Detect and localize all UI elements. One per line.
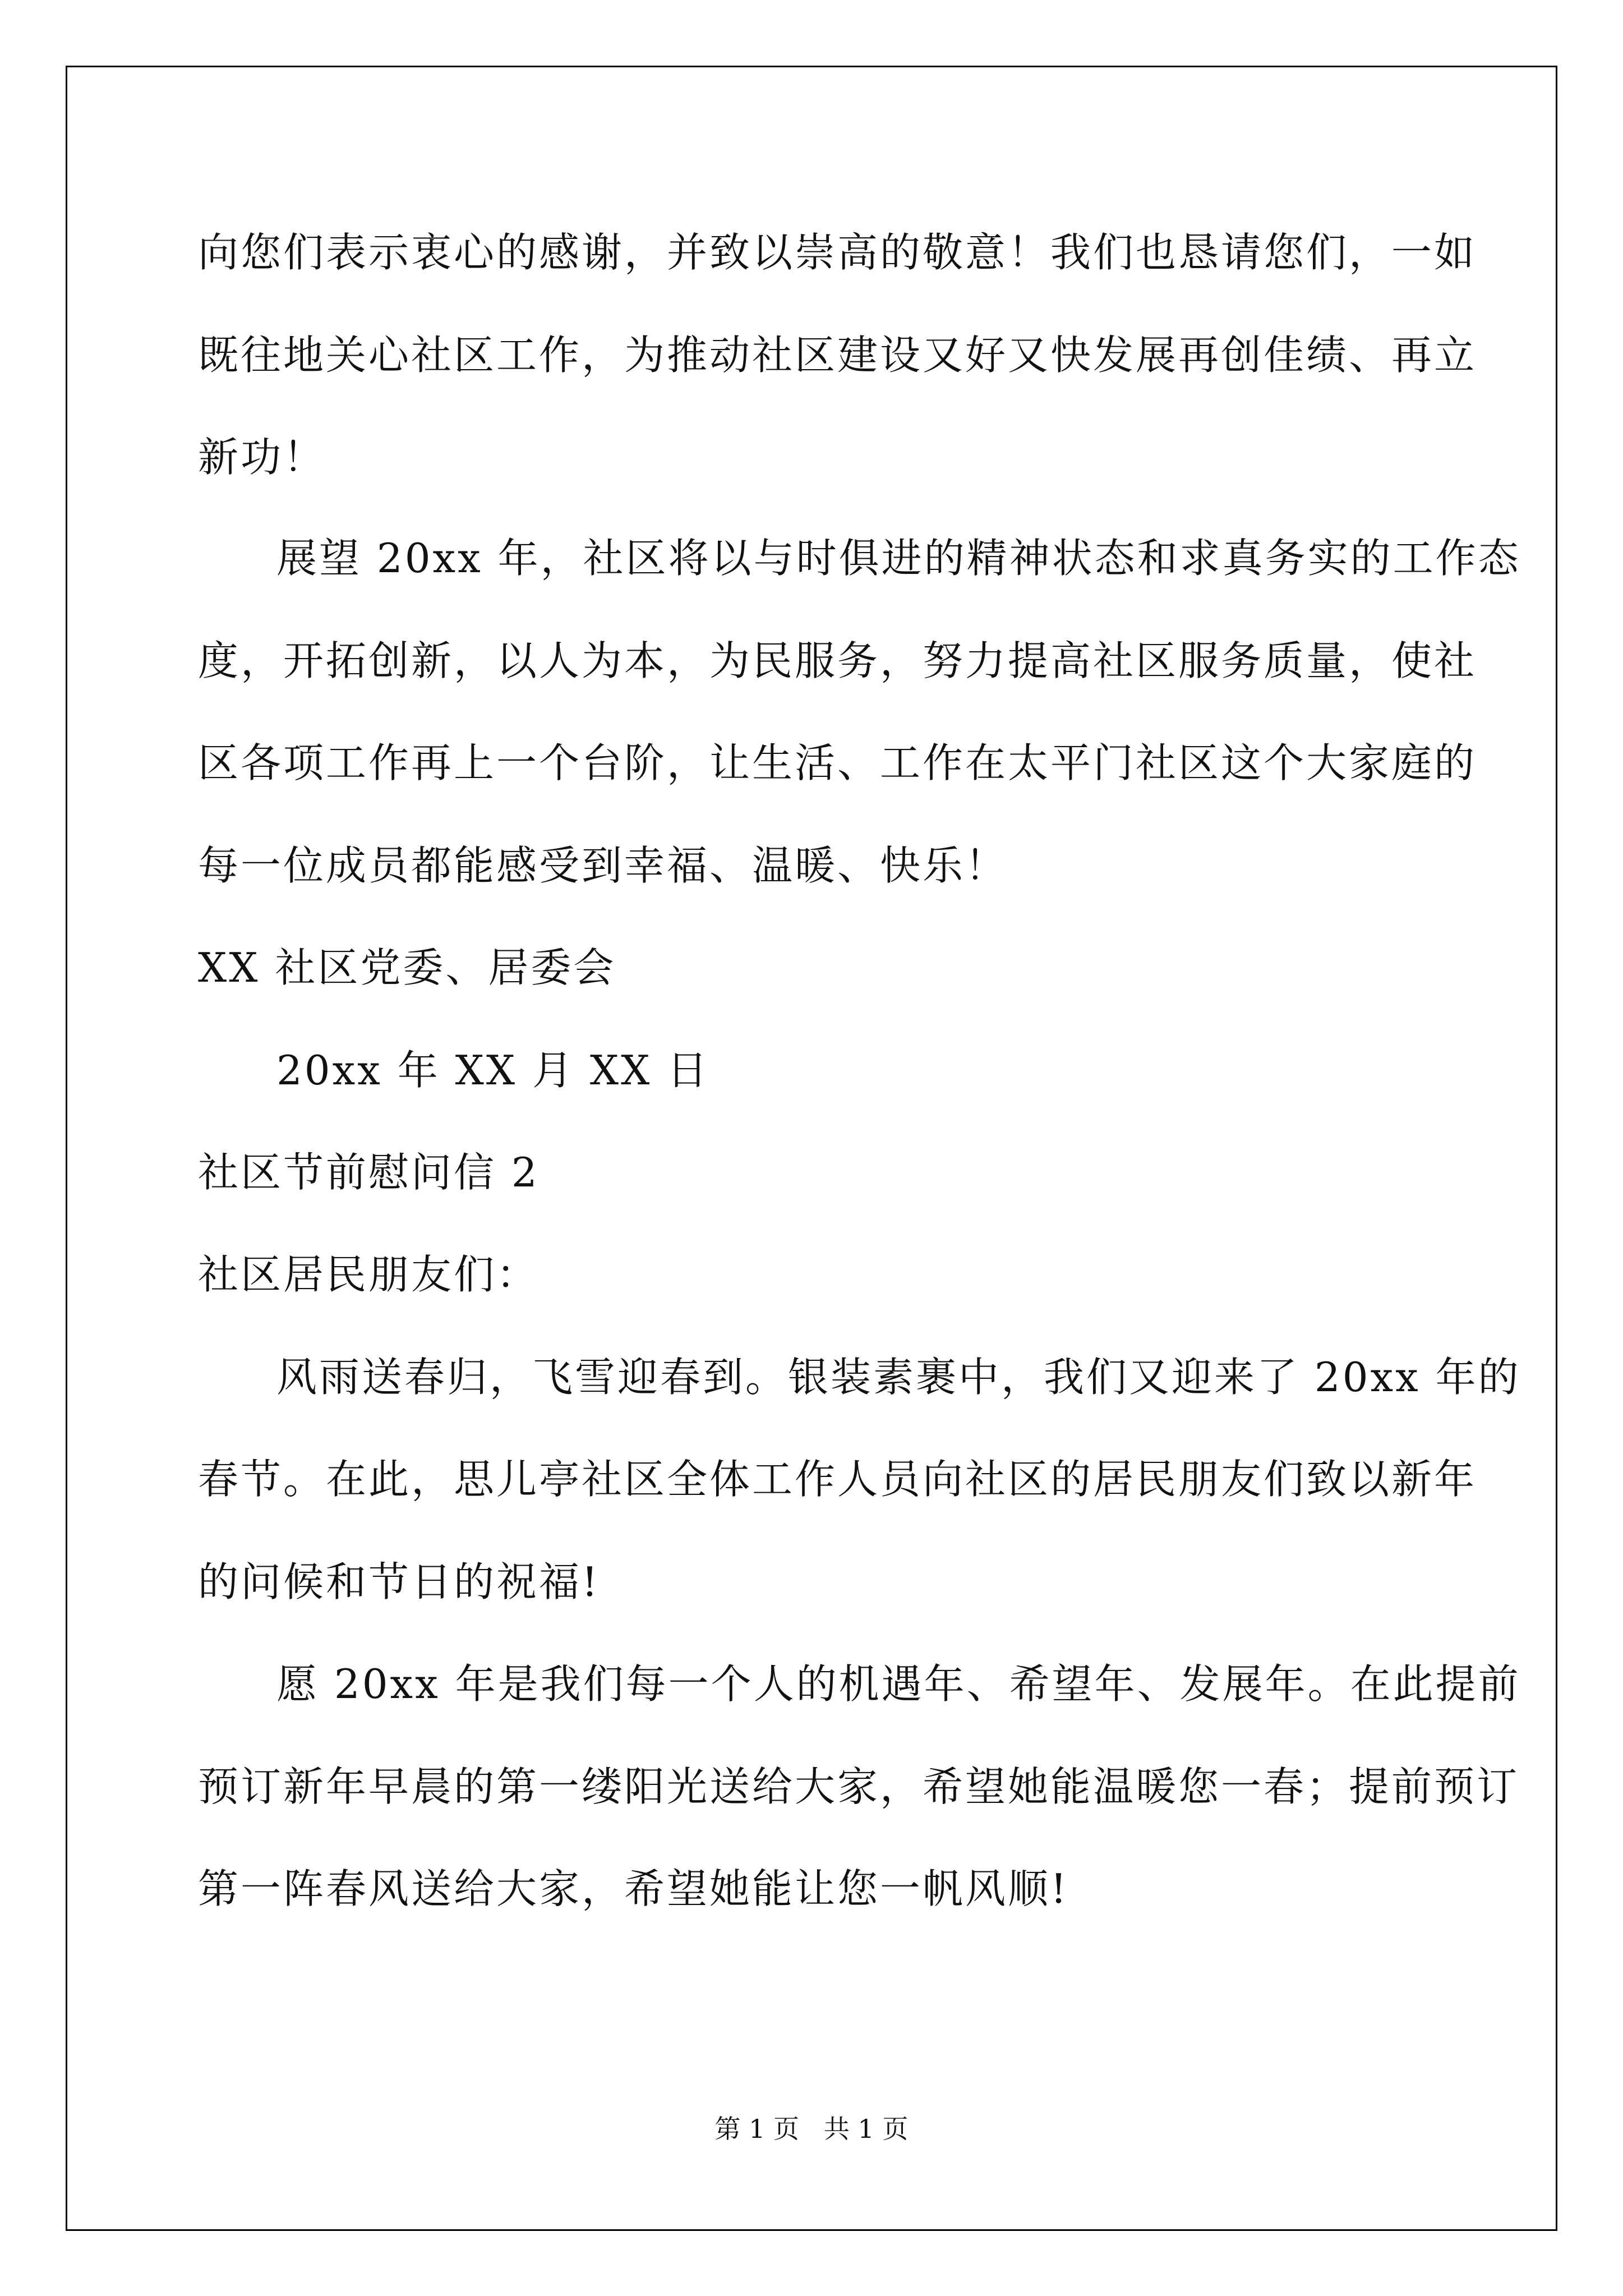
paragraph-3-line-2: 春节。在此，思儿亭社区全体工作人员向社区的居民朋友们致以新年 — [198, 1456, 1477, 1503]
page-footer: 第 1 页 共 1 页 — [714, 2114, 909, 2144]
paragraph-1-line-3: 新功！ — [198, 434, 326, 481]
paragraph-4-line-1: 愿 20xx 年是我们每一个人的机遇年、希望年、发展年。在此提前 — [276, 1660, 1521, 1708]
paragraph-3-line-1: 风雨送春归，飞雪迎春到。银装素裹中，我们又迎来了 20xx 年的 — [276, 1354, 1521, 1401]
paragraph-2-line-1: 展望 20xx 年，社区将以与时俱进的精神状态和求真务实的工作态 — [276, 535, 1521, 582]
paragraph-2-line-4: 每一位成员都能感受到幸福、温暖、快乐！ — [198, 842, 1008, 889]
paragraph-1-line-2: 既往地关心社区工作，为推动社区建设又好又快发展再创佳绩、再立 — [198, 332, 1477, 379]
paragraph-2-line-3: 区各项工作再上一个台阶，让生活、工作在太平门社区这个大家庭的 — [198, 739, 1477, 786]
date: 20xx 年 XX 月 XX 日 — [276, 1047, 710, 1094]
greeting: 社区居民朋友们： — [198, 1251, 540, 1298]
paragraph-3-line-3: 的问候和节日的祝福! — [198, 1558, 600, 1605]
paragraph-2-line-2: 度，开拓创新，以人为本，为民服务，努力提高社区服务质量，使社 — [198, 637, 1477, 684]
signature: XX 社区党委、居委会 — [198, 944, 616, 991]
paragraph-4-line-3: 第一阵春风送给大家，希望她能让您一帆风顺! — [198, 1865, 1069, 1912]
paragraph-1-line-1: 向您们表示衷心的感谢，并致以崇高的敬意！我们也恳请您们，一如 — [198, 229, 1477, 276]
section-title: 社区节前慰问信 2 — [198, 1149, 540, 1196]
paragraph-4-line-2: 预订新年早晨的第一缕阳光送给大家，希望她能温暖您一春；提前预订 — [198, 1763, 1520, 1810]
